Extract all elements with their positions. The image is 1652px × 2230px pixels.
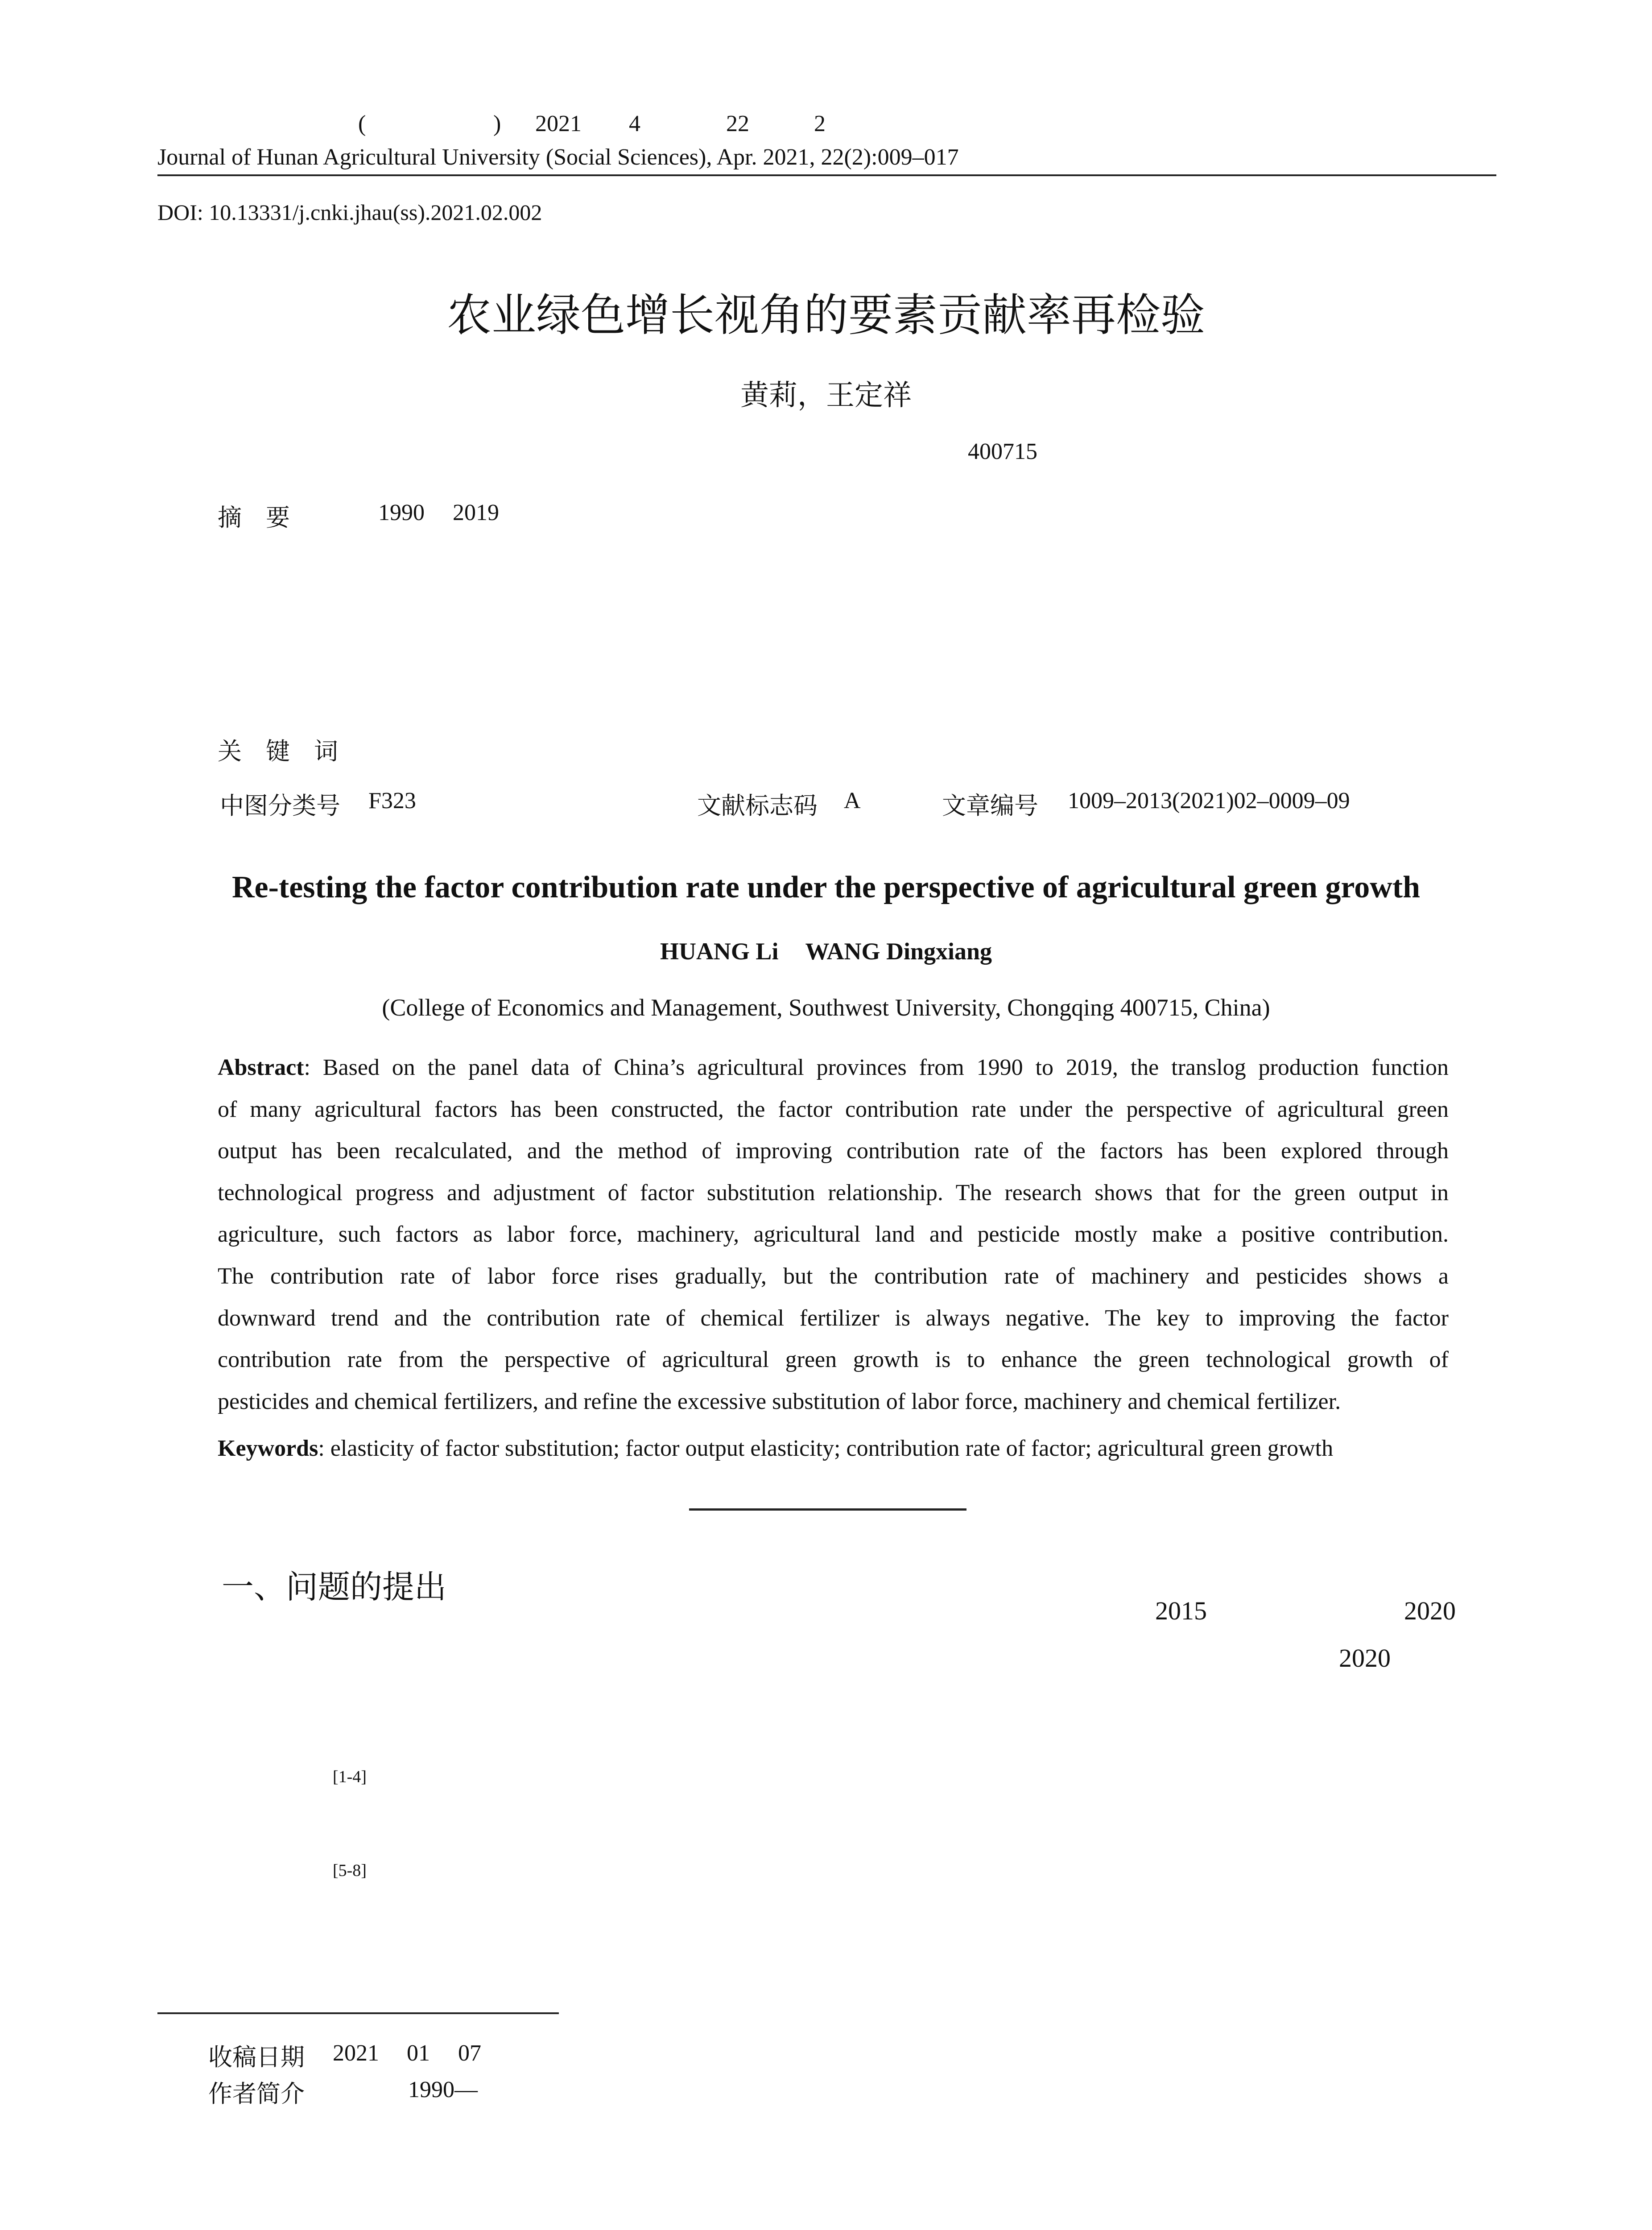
keywords-en [218, 1435, 1333, 1462]
authors-en [0, 937, 1652, 965]
received-date-label: 收稿日期 [208, 2043, 305, 2071]
header-cn-year: 2021 [535, 111, 582, 136]
title-cn: 农业绿色增长视角的要素贡献率再检验 [447, 289, 1205, 341]
abstract-en-line-8: contribution rate from the perspective of agricultural green growth is to enhance the green technological growth of [218, 1347, 1449, 1373]
abstract-cn-year-from: 1990 [378, 500, 425, 525]
section-1-year-2015: 2015 [1155, 1596, 1207, 1625]
received-day: 07 [458, 2040, 481, 2066]
abstract-en-label: Abstract [218, 1055, 304, 1080]
header-cn-close-paren: ) [493, 111, 501, 136]
received-month: 01 [407, 2040, 430, 2066]
abstract-en-line-5: agriculture, such factors as labor force, machinery, agricultural land and pesticide mostly make a positive contribution. [218, 1222, 1449, 1247]
section-1-year-2020-a: 2020 [1404, 1596, 1456, 1625]
citation-ref-1-4: [1-4] [333, 1767, 367, 1786]
affiliation-cn-postcode: 400715 [968, 439, 1037, 464]
section-1-year-2020-b: 2020 [1339, 1644, 1391, 1672]
abstract-en-line-2: of many agricultural factors has been constructed, the factor contribution rate under the perspective of agricultural green [218, 1096, 1449, 1122]
abstract-en-line-7: downward trend and the contribution rate of chemical fertilizer is always negative. The key to improving the factor [218, 1305, 1449, 1331]
header-rule [157, 174, 1496, 176]
header-cn-issue: 2 [814, 111, 826, 136]
affiliation-en: (College of Economics and Management, Southwest University, Chongqing 400715, China) [382, 994, 1270, 1021]
header-cn-open-paren: ( [358, 111, 366, 136]
received-year: 2021 [333, 2040, 379, 2066]
abstract-cn-year-to: 2019 [453, 500, 499, 525]
section-1-heading: 一、问题的提出 [222, 1568, 447, 1606]
abstract-en [218, 1047, 1449, 1422]
clc-label: 中图分类号 [220, 792, 340, 820]
abstract-en-line-3: output has been recalculated, and the method of improving contribution rate of the factors has been explored through [218, 1138, 1449, 1164]
keywords-en-label: Keywords [218, 1436, 318, 1461]
article-no-label: 文章编号 [942, 792, 1038, 820]
abstract-en-line-6: The contribution rate of labor force rises gradually, but the contribution rate of machinery and pesticides shows a [218, 1263, 1449, 1289]
doi: DOI: 10.13331/j.cnki.jhau(ss).2021.02.002 [157, 200, 542, 225]
keywords-en-text: : elasticity of factor substitution; factor output elasticity; contribution rate of factor; agricultural green growth [318, 1436, 1334, 1461]
author-birth-year: 1990— [408, 2077, 478, 2102]
author-en-1: HUANG Li [660, 938, 779, 965]
citation-ref-5-8: [5-8] [333, 1861, 367, 1880]
authors-cn: 黄莉，王定祥 [740, 379, 912, 412]
abstract-cn-label: 摘 要 [218, 504, 290, 532]
abstract-en-line-4: technological progress and adjustment of factor substitution relationship. The research shows that for the green output in [218, 1180, 1449, 1206]
footnote-rule [157, 2012, 559, 2014]
author-en-2: WANG Dingxiang [805, 938, 992, 965]
doc-code-label: 文献标志码 [697, 792, 818, 820]
clc-value: F323 [368, 788, 416, 814]
abstract-en-line-1-text: : Based on the panel data of China’s agricultural provinces from 1990 to 2019, the translog production function [304, 1055, 1449, 1080]
abstract-en-line-1 [218, 1047, 1449, 1089]
abstract-en-line-9: pesticides and chemical fertilizers, and refine the excessive substitution of labor force, machinery and chemical fertilizer. [218, 1388, 1341, 1414]
article-no-value: 1009–2013(2021)02–0009–09 [1068, 788, 1350, 814]
author-bio-label: 作者简介 [208, 2080, 305, 2108]
keywords-cn-label: 关 键 词 [218, 737, 338, 765]
header-cn-month: 4 [629, 111, 640, 136]
journal-title-en: Journal of Hunan Agricultural University (Social Sciences), Apr. 2021, 22(2):009–017 [157, 145, 959, 170]
title-en: Re-testing the factor contribution rate under the perspective of agricultural green growth [231, 870, 1421, 904]
header-cn-volume: 22 [726, 111, 749, 136]
section-separator [689, 1508, 966, 1511]
doc-code-value: A [844, 788, 861, 814]
